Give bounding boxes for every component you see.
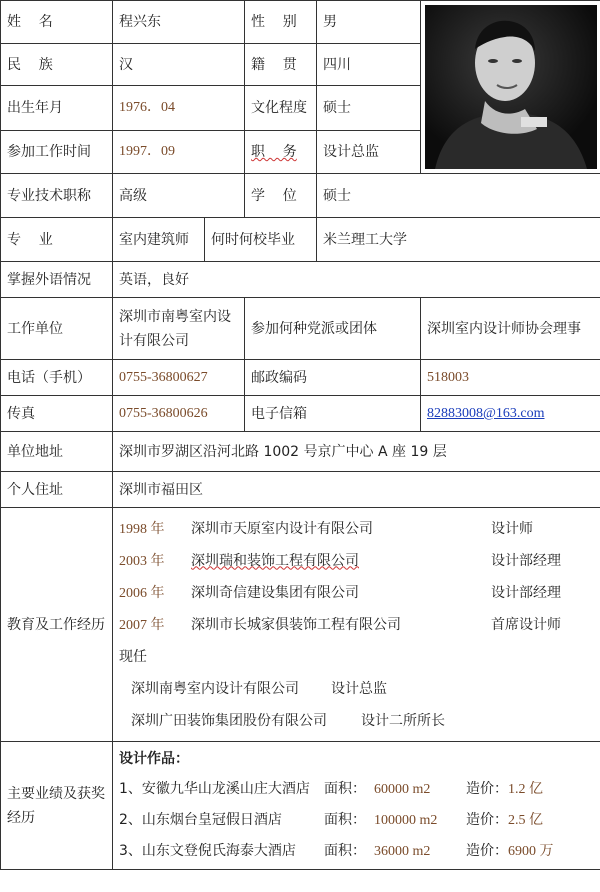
value-employer: 深圳市南粤室内设计有限公司: [113, 298, 245, 360]
label-history: 教育及工作经历: [1, 508, 113, 742]
label-education-level: 文化程度: [245, 86, 317, 131]
value-major: 室内建筑师: [113, 218, 205, 262]
work-cost-label: 造价：: [466, 812, 508, 828]
history-role: 设计部经理: [491, 584, 561, 601]
value-work-start: 1997．09: [113, 131, 245, 174]
value-email-cell: [421, 396, 600, 432]
label-position: [245, 131, 317, 174]
label-residence: 个人住址: [1, 472, 113, 508]
label-fax: 传真: [1, 396, 113, 432]
value-language: 英语，良好: [113, 262, 600, 298]
history-item: [119, 513, 594, 545]
work-cost: 6900 万: [508, 844, 554, 859]
work-area-label: 面积：: [324, 781, 366, 797]
value-degree: 硕士: [317, 174, 600, 218]
history-role: 首席设计师: [491, 616, 561, 633]
value-education-level: 硕士: [317, 86, 421, 131]
work-area: 100000 m2: [374, 813, 438, 828]
work-name: 1、安徽九华山龙溪山庄大酒店: [119, 781, 310, 797]
work-area-label: 面积：: [324, 812, 366, 828]
value-address: 深圳市罗湖区沿河北路 1002 号京广中心 A 座 19 层: [113, 432, 600, 472]
work-item: [119, 774, 594, 805]
current-role: 设计总监: [331, 680, 387, 697]
history-now: 现任: [119, 648, 147, 665]
current-org: 深圳南粤室内设计有限公司: [131, 680, 299, 697]
history-cell: [113, 508, 600, 742]
history-item: [119, 545, 594, 577]
work-area: 36000 m2: [374, 844, 431, 859]
portrait-photo: [425, 5, 597, 169]
work-name: 3、山东文登倪氏海泰大酒店: [119, 843, 296, 859]
label-postcode: 邮政编码: [245, 360, 421, 396]
work-area-label: 面积：: [324, 843, 366, 859]
label-major: 专 业: [1, 218, 113, 262]
value-ethnicity: 汉: [113, 43, 245, 86]
value-title: 高级: [113, 174, 245, 218]
label-name: 姓 名: [1, 1, 113, 44]
current-item: [119, 673, 594, 705]
label-email: 电子信箱: [245, 396, 421, 432]
value-birth: 1976．04: [113, 86, 245, 131]
label-phone: 电话（手机）: [1, 360, 113, 396]
history-org: 深圳市长城家俱装饰工程有限公司: [191, 616, 401, 633]
label-origin: 籍 贯: [245, 43, 317, 86]
current-role: 设计二所所长: [361, 712, 445, 729]
work-cost: 2.5 亿: [508, 813, 543, 828]
value-position: 设计总监: [317, 131, 421, 174]
work-item: [119, 836, 594, 867]
history-item: [119, 609, 594, 641]
history-year: 1998 年: [119, 521, 165, 537]
history-org: 深圳瑞和装饰工程有限公司: [191, 552, 359, 569]
value-phone: 0755-36800627: [113, 360, 245, 396]
current-item: [119, 705, 594, 737]
label-work-start: 参加工作时间: [1, 131, 113, 174]
label-achievements: 主要业绩及获奖经历: [1, 742, 113, 870]
label-birth: 出生年月: [1, 86, 113, 131]
email-link[interactable]: 82883008@163.com: [427, 406, 545, 421]
work-cost-label: 造价：: [466, 843, 508, 859]
history-item: [119, 577, 594, 609]
label-address: 单位地址: [1, 432, 113, 472]
value-name: 程兴东: [113, 1, 245, 44]
value-residence: 深圳市福田区: [113, 472, 600, 508]
history-org: 深圳奇信建设集团有限公司: [191, 584, 359, 601]
achievements-cell: [113, 742, 600, 870]
work-cost: 1.2 亿: [508, 782, 543, 797]
history-role: 设计部经理: [491, 552, 561, 569]
work-cost-label: 造价：: [466, 781, 508, 797]
label-degree: 学 位: [245, 174, 317, 218]
label-position-text: 职 务: [251, 144, 297, 161]
value-fax: 0755-36800626: [113, 396, 245, 432]
label-gender: 性 别: [245, 1, 317, 44]
label-graduated-from: 何时何校毕业: [205, 218, 317, 262]
work-item: [119, 805, 594, 836]
label-employer: 工作单位: [1, 298, 113, 360]
value-gender: 男: [317, 1, 421, 44]
history-role: 设计师: [491, 520, 533, 537]
history-year: 2007 年: [119, 617, 165, 633]
works-heading: 设计作品：: [119, 751, 189, 767]
label-ethnicity: 民 族: [1, 43, 113, 86]
value-postcode: 518003: [421, 360, 600, 396]
label-title: 专业技术职称: [1, 174, 113, 218]
value-graduated-from: 米兰理工大学: [317, 218, 600, 262]
photo-cell: [421, 1, 600, 174]
work-area: 60000 m2: [374, 782, 431, 797]
label-party: 参加何种党派或团体: [245, 298, 421, 360]
value-party: 深圳室内设计师协会理事: [421, 298, 600, 360]
history-year: 2006 年: [119, 585, 165, 601]
history-year: 2003 年: [119, 553, 165, 569]
work-name: 2、山东烟台皇冠假日酒店: [119, 812, 282, 828]
label-language: 掌握外语情况: [1, 262, 113, 298]
value-origin: 四川: [317, 43, 421, 86]
history-org: 深圳市天原室内设计有限公司: [191, 520, 373, 537]
current-org: 深圳广田装饰集团股份有限公司: [131, 712, 327, 729]
